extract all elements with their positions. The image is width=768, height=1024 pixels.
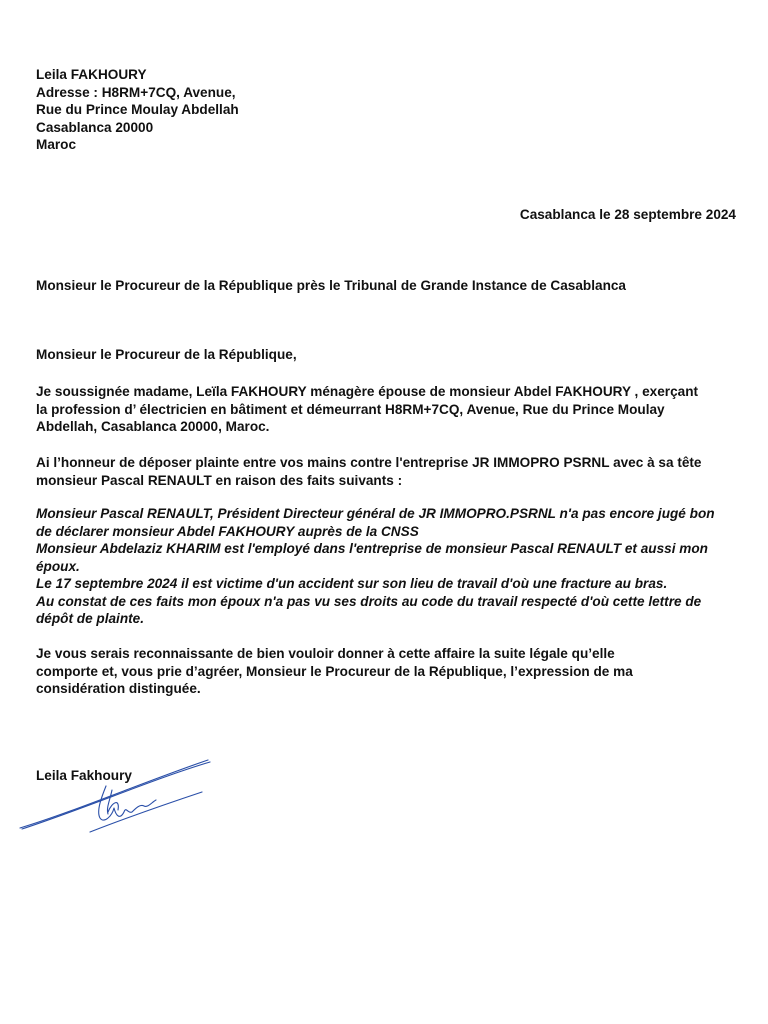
sender-name: Leila FAKHOURY [36, 67, 147, 82]
salutation: Monsieur le Procureur de la République, [36, 347, 297, 362]
handwritten-signature-icon [16, 756, 216, 836]
closing-paragraph [36, 645, 633, 698]
complaint-line: Ai l’honneur de déposer plainte entre vos mains contre l'entreprise JR IMMOPRO PSRNL avec à sa tête [36, 455, 702, 470]
facts-line: époux. [36, 558, 80, 574]
closing-line: Je vous serais reconnaissante de bien vouloir donner à cette affaire la suite légale qu’elle [36, 646, 615, 661]
intro-line: Je soussignée madame, Leïla FAKHOURY ménagère épouse de monsieur Abdel FAKHOURY , exerçant [36, 384, 699, 399]
intro-line: Abdellah, Casablanca 20000, Maroc. [36, 419, 270, 434]
intro-line: la profession d’ électricien en bâtiment et démeurrant H8RM+7CQ, Avenue, Rue du Prince Moulay [36, 401, 665, 417]
recipient-line: Monsieur le Procureur de la République près le Tribunal de Grande Instance de Casablanca [36, 278, 626, 293]
facts-line: Monsieur Pascal RENAULT, Président Directeur général de JR IMMOPRO.PSRNL n'a pas encore jugé bon [36, 506, 715, 521]
facts-line: Au constat de ces faits mon époux n'a pas vu ses droits au code du travail respecté d'où cette lettre de [36, 593, 702, 609]
sender-address-line: Rue du Prince Moulay Abdellah [36, 102, 239, 117]
intro-paragraph [36, 383, 698, 436]
facts-line: de déclarer monsieur Abdel FAKHOURY auprès de la CNSS [36, 523, 419, 539]
date-line: Casablanca le 28 septembre 2024 [519, 207, 736, 222]
facts-paragraph [36, 505, 715, 628]
facts-line: Le 17 septembre 2024 il est victime d'un accident sur son lieu de travail d'où une fracture au bras. [36, 576, 668, 591]
sender-address-line: Maroc [36, 137, 77, 152]
facts-line: Monsieur Abdelaziz KHARIM est l'employé dans l'entreprise de monsieur Pascal RENAULT et aussi mon [36, 541, 708, 556]
sender-address-line: Adresse : H8RM+7CQ, Avenue, [36, 84, 236, 100]
sender-block [36, 66, 239, 154]
complaint-line: monsieur Pascal RENAULT en raison des faits suivants : [36, 472, 403, 488]
sender-address-line: Casablanca 20000 [36, 119, 154, 135]
signature-name: Leila Fakhoury [36, 768, 132, 783]
facts-line: dépôt de plainte. [36, 611, 144, 626]
complaint-paragraph [36, 454, 702, 489]
closing-line: comporte et, vous prie d’agréer, Monsieur le Procureur de la République, l’expression de ma [36, 663, 633, 679]
closing-line: considération distinguée. [36, 681, 201, 696]
